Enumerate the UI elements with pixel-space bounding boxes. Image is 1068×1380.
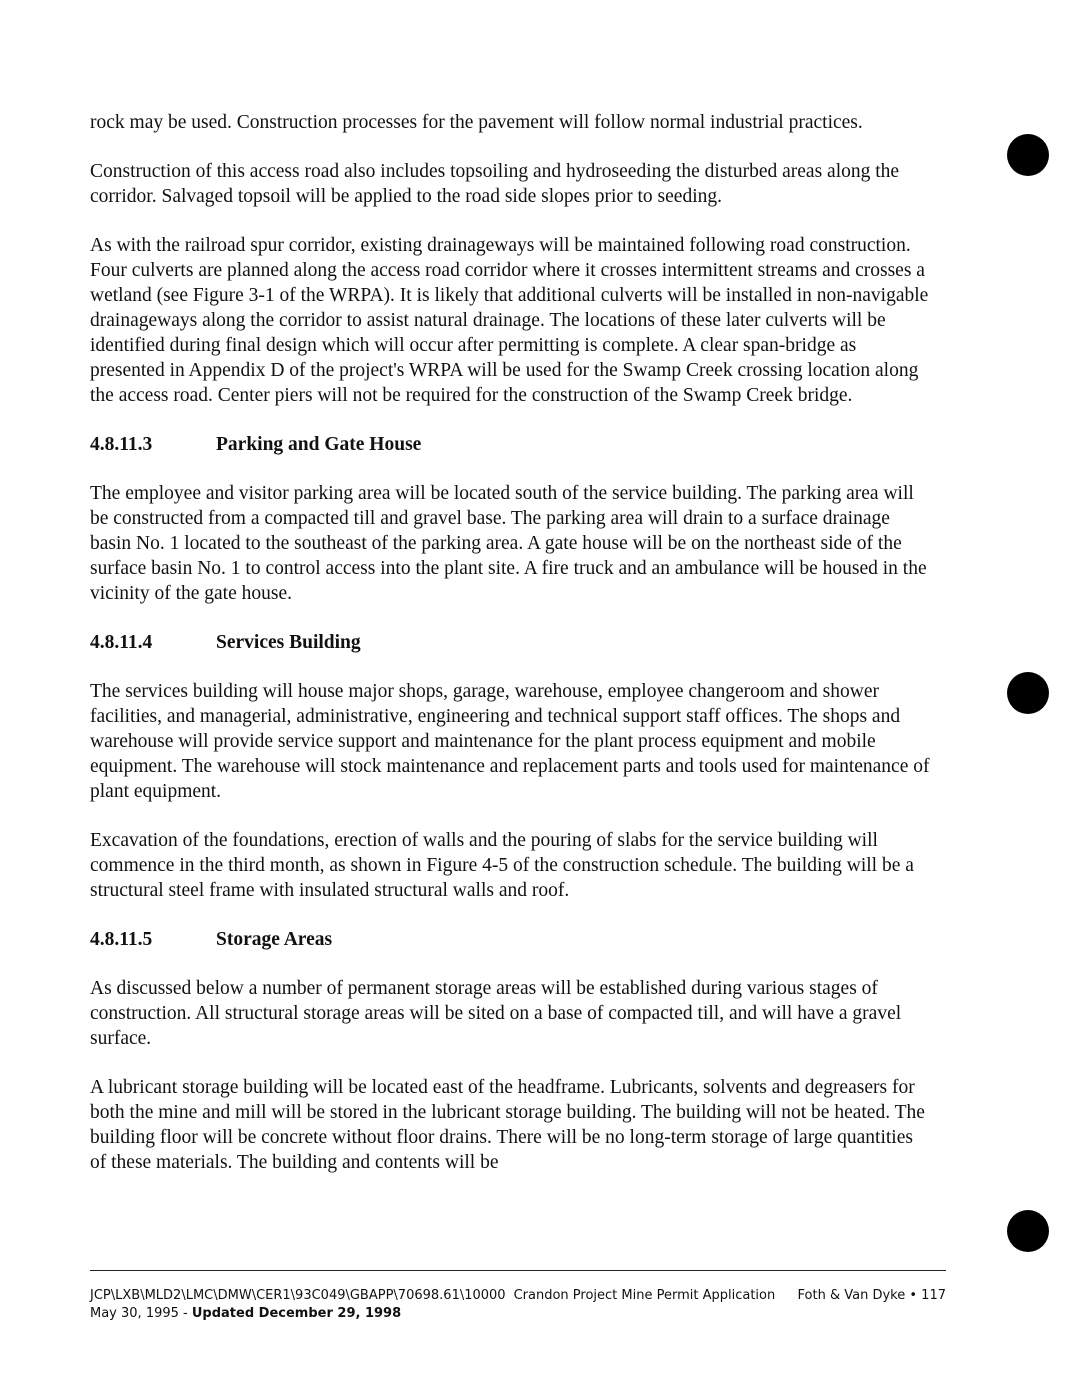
punch-hole-icon	[1007, 134, 1049, 176]
paragraph: As with the railroad spur corridor, existing drainageways will be maintained following road construction. Four culverts are planned along the access road corridor where it crosses intermittent streams and crosses a wetland (see Figure 3-1 of the WRPA). It is likely that additional culverts will be installed in non-navigable drainageways along the corridor to assist natural drainage. The locations of these later culverts will be identified during final design which will occur after permitting is complete. A clear span-bridge as presented in Appendix D of the project's WRPA will be used for the Swamp Creek crossing location along the access road. Center piers will not be required for the construction of the Swamp Creek bridge.	[90, 235, 929, 406]
paragraph: A lubricant storage building will be located east of the headframe. Lubricants, solvents and degreasers for both the mine and mill will be stored in the lubricant storage building. The building will not be heated. The building floor will be concrete without floor drains. There will be no long-term storage of large quantities of these materials. The building and contents will be	[90, 1077, 925, 1173]
section-heading-parking	[90, 432, 930, 457]
updated-date: Updated December 29, 1998	[191, 1306, 402, 1321]
project-name: Crandon Project Mine Permit Application	[513, 1288, 776, 1303]
paragraph: The employee and visitor parking area will be located south of the service building. The parking area will be constructed from a compacted till and gravel base. The parking area will drain to a surface drainage basin No. 1 located to the southeast of the parking area. A gate house will be on the northeast side of the surface basin No. 1 to control access into the plant site. A fire truck and an ambulance will be housed in the vicinity of the gate house.	[90, 483, 927, 604]
section-heading-services	[90, 630, 930, 655]
section-heading-storage	[90, 927, 930, 952]
paragraph: Excavation of the foundations, erection of walls and the pouring of slabs for the service building will commence in the third month, as shown in Figure 4-5 of the construction schedule. The building will be a structural steel frame with insulated structural walls and roof.	[90, 830, 914, 901]
page-footer	[90, 1287, 946, 1323]
firm-page-number: Foth & Van Dyke • 117	[797, 1288, 946, 1303]
file-path: JCP\LXB\MLD2\LMC\DMW\CER1\93C049\GBAPP\70698.61\10000	[90, 1288, 506, 1303]
section-number: 4.8.11.4	[90, 632, 153, 653]
section-number: 4.8.11.5	[90, 929, 153, 950]
body-text	[90, 110, 930, 1199]
section-title: Services Building	[216, 632, 361, 653]
original-date: May 30, 1995 -	[90, 1306, 192, 1321]
punch-hole-icon	[1007, 672, 1049, 714]
section-title: Parking and Gate House	[216, 434, 422, 455]
footer-divider	[90, 1270, 946, 1271]
punch-hole-icon	[1007, 1210, 1049, 1252]
paragraph: The services building will house major shops, garage, warehouse, employee changeroom and shower facilities, and managerial, administrative, engineering and technical support staff offices. The shops and warehouse will provide service support and maintenance for the plant process equipment and mobile equipment. The warehouse will stock maintenance and replacement parts and tools used for maintenance of plant equipment.	[90, 681, 930, 802]
footer-date	[90, 1305, 946, 1323]
paragraph: As discussed below a number of permanent storage areas will be established during various stages of construction. All structural storage areas will be sited on a base of compacted till, and will have a gravel surface.	[90, 978, 902, 1049]
section-number: 4.8.11.3	[90, 434, 153, 455]
paragraph: Construction of this access road also includes topsoiling and hydroseeding the disturbed areas along the corridor. Salvaged topsoil will be applied to the road side slopes prior to seeding.	[90, 161, 900, 207]
paragraph: rock may be used. Construction processes for the pavement will follow normal industrial practices.	[90, 112, 863, 133]
section-title: Storage Areas	[216, 929, 333, 950]
